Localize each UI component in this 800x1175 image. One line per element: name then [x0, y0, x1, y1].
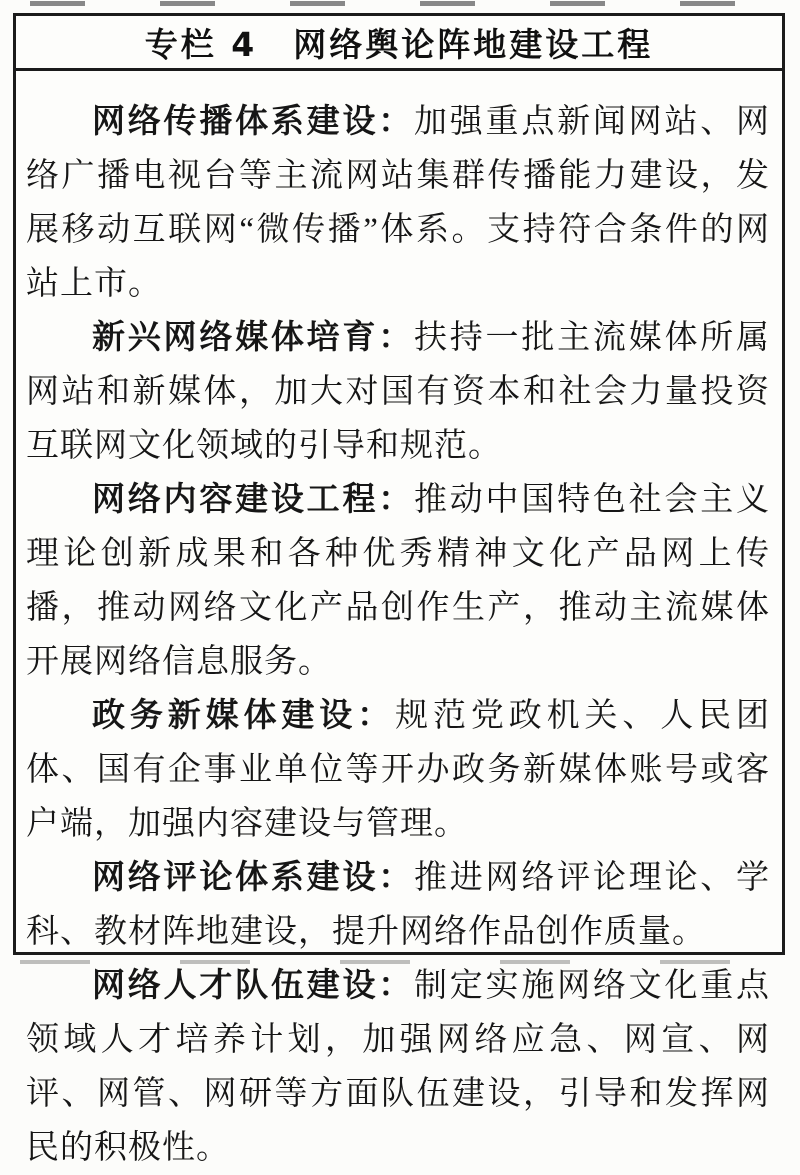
paragraph-lead: 网络内容建设工程：: [92, 482, 414, 518]
paragraph-network-commentary-system: [26, 851, 770, 959]
paragraph-text: 推动中国特色社会主义理论创新成果和各种优秀精神文化产品网上传播，推动网络文化产品创作生产，推动主流媒体开展网络信息服务。: [26, 482, 771, 680]
panel-title: 专栏 4 网络舆论阵地建设工程: [16, 16, 782, 71]
paragraph-network-content-project: [26, 473, 770, 689]
paragraph-lead: 政务新媒体建设：: [92, 698, 396, 734]
paragraph-text: 制定实施网络文化重点领域人才培养计划，加强网络应急、网宣、网评、网管、网研等方面队伍建设，引导和发挥网民的积极性。: [26, 968, 771, 1166]
paragraph-text: 规范党政机关、人民团体、国有企事业单位等开办政务新媒体账号或客户端，加强内容建设与管理。: [26, 698, 771, 842]
paragraph-lead: 网络评论体系建设：: [92, 860, 414, 896]
paragraph-text: 扶持一批主流媒体所属网站和新媒体，加大对国有资本和社会力量投资互联网文化领域的引导和规范。: [26, 320, 771, 464]
paragraph-lead: 新兴网络媒体培育：: [92, 320, 414, 356]
paragraph-lead: 网络传播体系建设：: [92, 104, 414, 140]
paragraph-text: 加强重点新闻网站、网络广播电视台等主流网站集群传播能力建设，发展移动互联网“微传播”体系。支持符合条件的网站上市。: [26, 104, 771, 302]
paragraph-government-new-media: [26, 689, 770, 851]
paragraph-network-talent-team: [26, 959, 770, 1175]
column-4-panel: [13, 13, 785, 1166]
paragraph-lead: 网络人才队伍建设：: [92, 968, 414, 1004]
paragraph-network-communication-system: [26, 95, 770, 311]
paragraph-emerging-network-media: [26, 311, 770, 473]
panel-body: [16, 71, 782, 1175]
scan-artifact-top: [30, 1, 790, 6]
paragraph-text: 推进网络评论理论、学科、教材阵地建设，提升网络作品创作质量。: [26, 860, 771, 950]
